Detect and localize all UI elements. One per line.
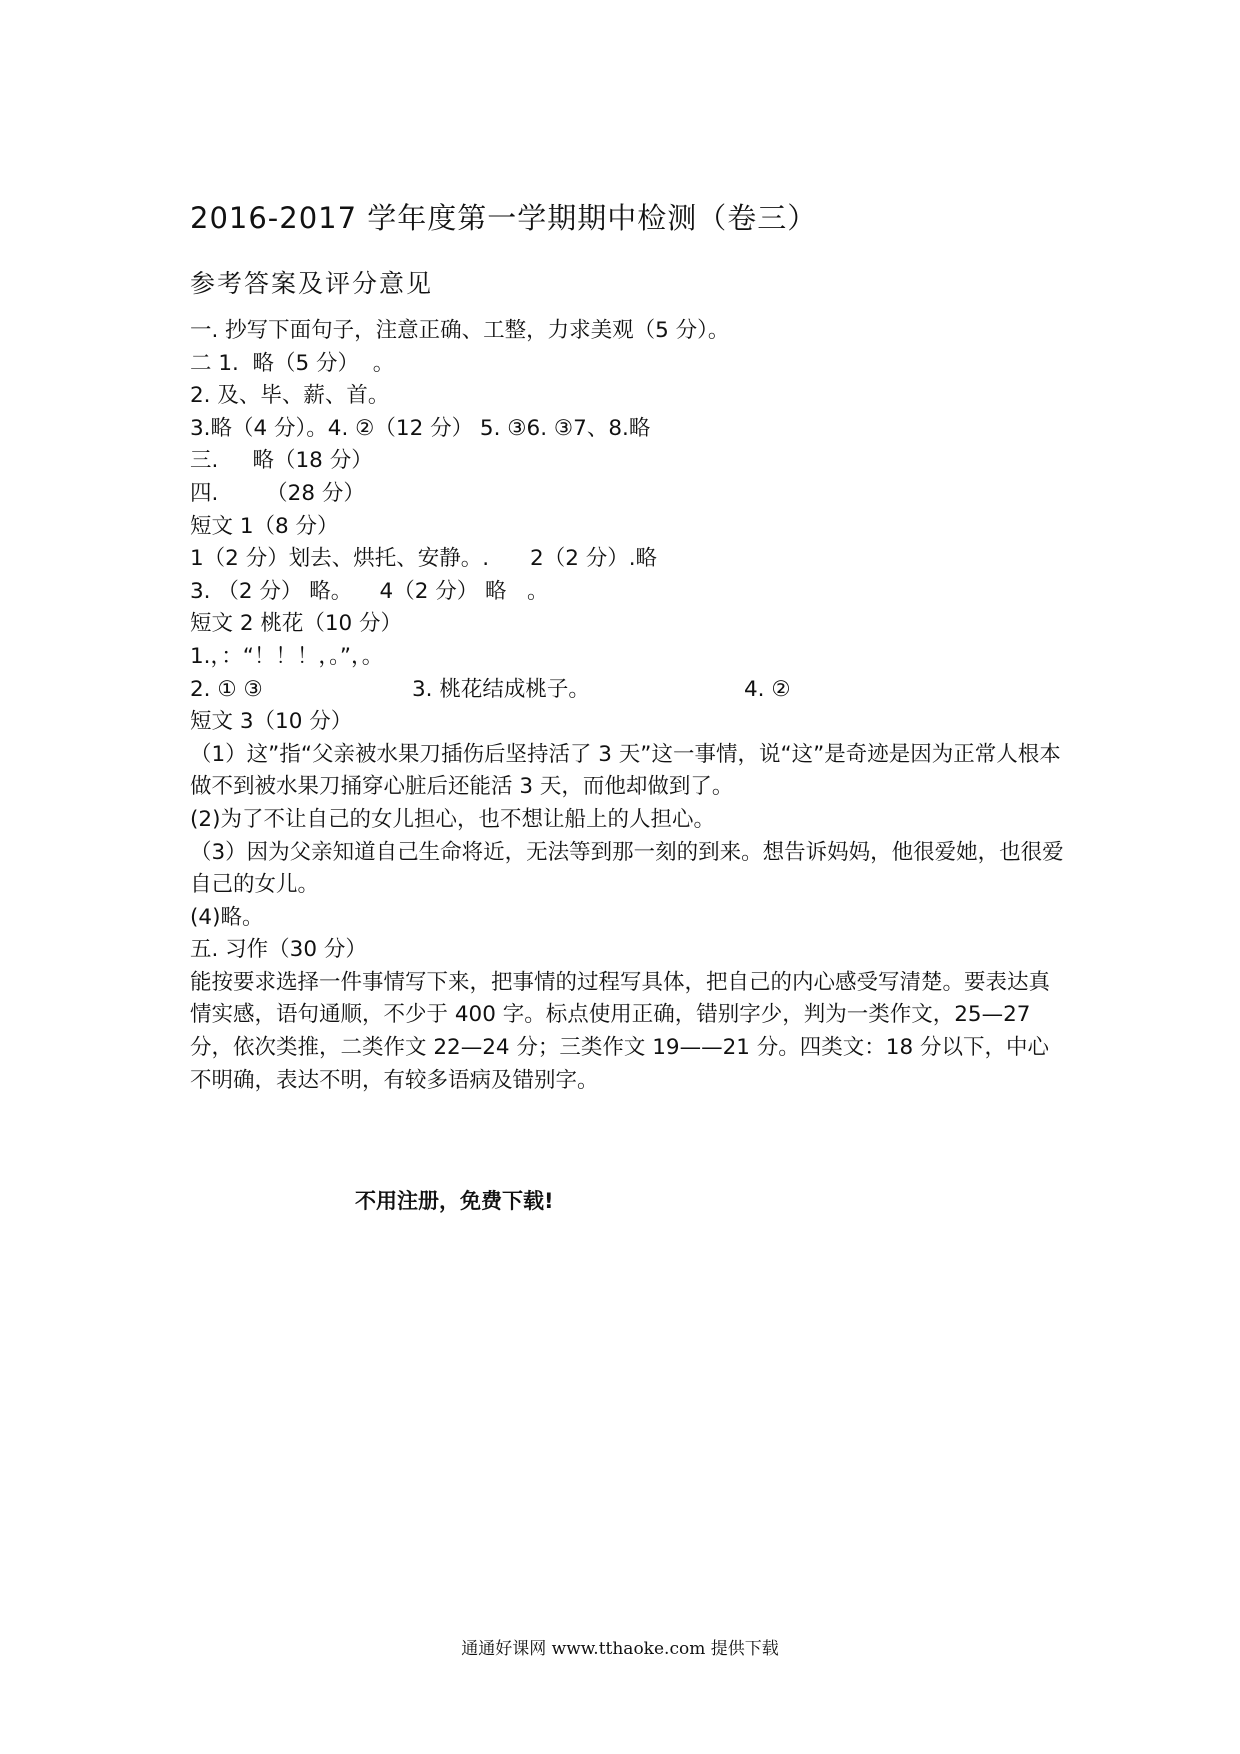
- answer-line: 3. （2 分） 略。 4（2 分） 略 。: [190, 578, 549, 604]
- page-footer: 通通好课网 www.tthaoke.com 提供下载: [461, 1639, 779, 1659]
- answer-line: 2. 及、毕、薪、首。: [190, 383, 390, 409]
- page-subtitle: 参考答案及评分意见: [190, 269, 434, 298]
- answer-cell: 2. ① ③: [190, 676, 263, 702]
- download-note: 不用注册，免费下载!: [355, 1189, 554, 1213]
- answer-body: [190, 315, 1070, 1097]
- answer-paragraph: （3）因为父亲知道自己生命将近，无法等到那一刻的到来。想告诉妈妈，他很爱她，也很爱自己的女儿。: [190, 839, 1064, 898]
- answer-line: 短文 1（8 分）: [190, 513, 339, 539]
- answer-paragraph: (2)为了不让自己的女儿担心，也不想让船上的人担心。: [190, 806, 715, 832]
- answer-cell: 3. 桃花结成桃子。: [412, 676, 590, 702]
- answer-paragraph: (4)略。: [190, 904, 264, 930]
- answer-line: 二 1. 略（5 分） 。: [190, 350, 395, 376]
- answer-row-multi: [190, 674, 1070, 707]
- page-title: 2016-2017 学年度第一学期期中检测（卷三）: [190, 201, 818, 235]
- answer-line: 1（2 分）划去、烘托、安静。. 2（2 分）.略: [190, 546, 658, 572]
- answer-paragraph: 五. 习作（30 分）: [190, 937, 367, 963]
- answer-line: 一. 抄写下面句子，注意正确、工整，力求美观（5 分）。: [190, 318, 730, 343]
- answer-line: 三. 略（18 分）: [190, 448, 373, 474]
- answer-line: 1.，：“！！！，。”，。: [190, 643, 384, 669]
- answer-paragraph: （1）这”指“父亲被水果刀插伤后坚持活了 3 天”这一事情，说“这”是奇迹是因为正常人根本做不到被水果刀捅穿心脏后还能活 3 天，而他却做到了。: [190, 741, 1061, 800]
- answer-line: 短文 2 桃花（10 分）: [190, 611, 403, 637]
- answer-line: 3.略（4 分）。4. ②（12 分） 5. ③6. ③7、8.略: [190, 415, 651, 441]
- answer-line: 短文 3（10 分）: [190, 709, 353, 735]
- answer-line: 四. （28 分）: [190, 480, 365, 506]
- answer-paragraph: 能按要求选择一件事情写下来，把事情的过程写具体，把自己的内心感受写清楚。要表达真情实感，语句通顺，不少于 400 字。标点使用正确，错别字少，判为一类作文，25—27 分，依次类推，二类作文 22—24 分；三类作文 19——21 分。四类文：18 分以下，中心不明确，表达不明，有较多语病及错别字。: [190, 969, 1051, 1093]
- answer-cell: 4. ②: [744, 676, 791, 702]
